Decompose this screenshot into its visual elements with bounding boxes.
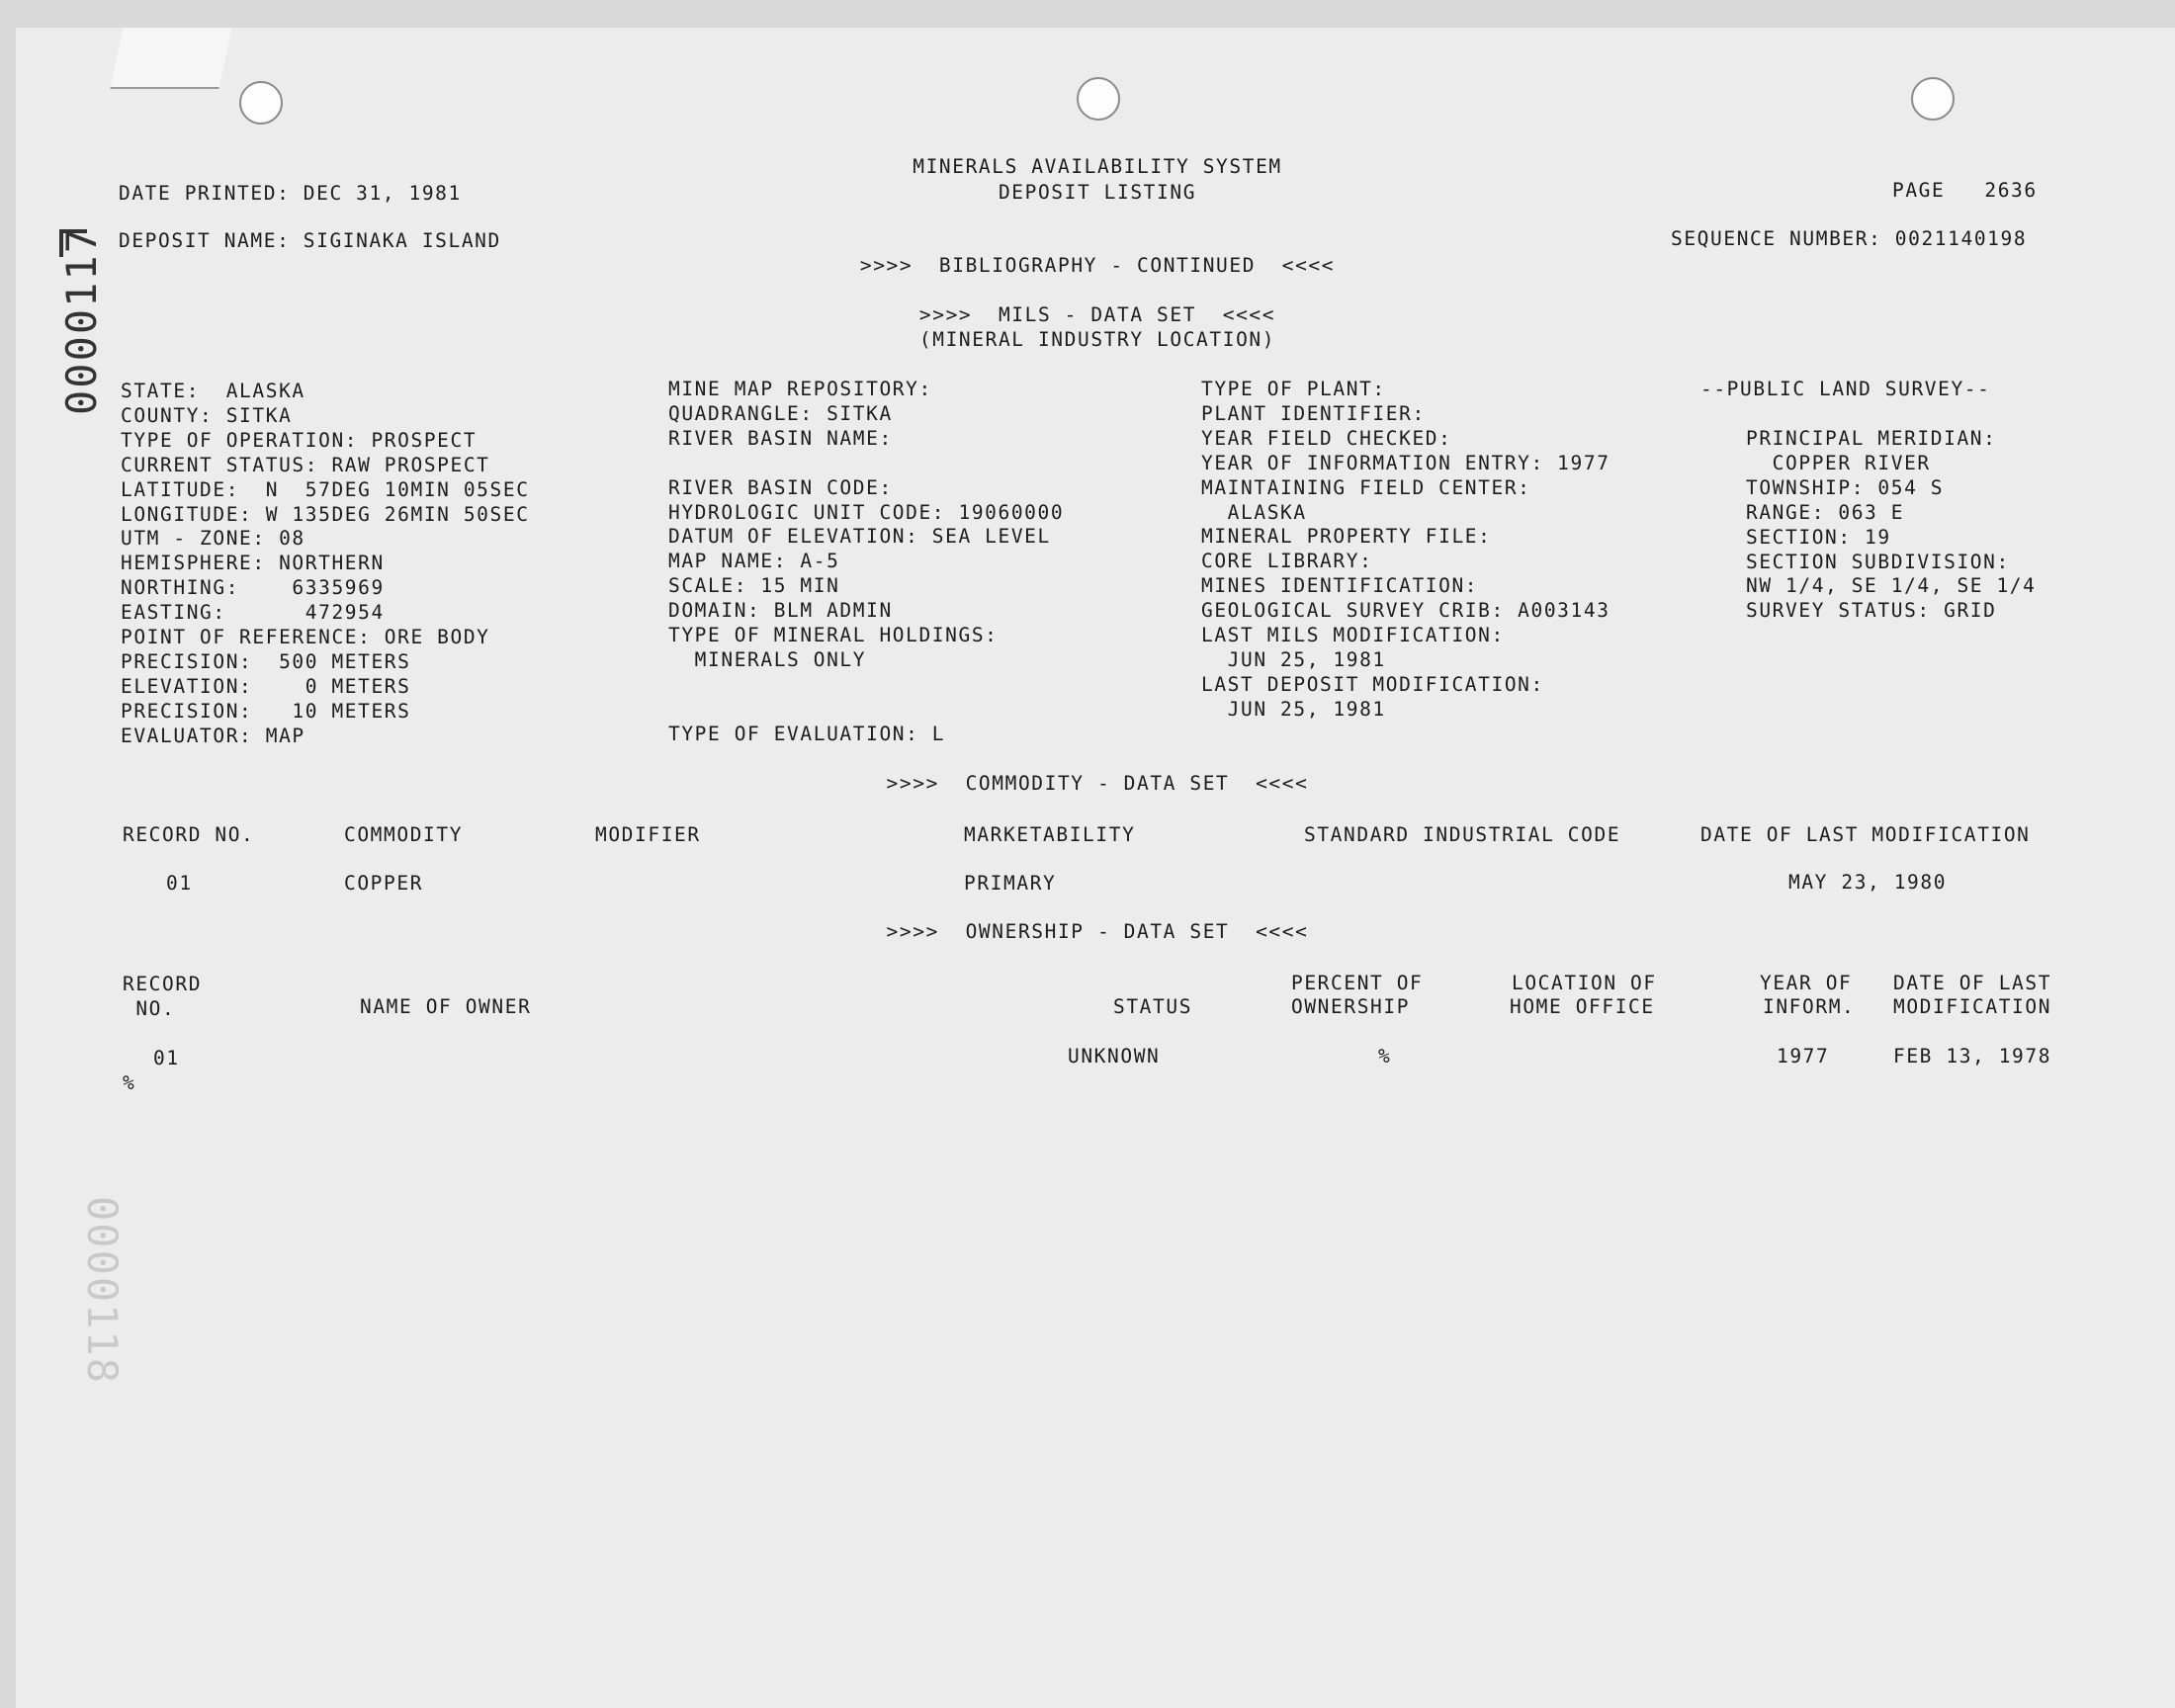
- field-line: NW 1/4, SE 1/4, SE 1/4: [1746, 574, 2037, 598]
- listing-title: DEPOSIT LISTING: [998, 181, 1197, 204]
- field-line: CORE LIBRARY:: [1201, 550, 1373, 573]
- system-title: MINERALS AVAILABILITY SYSTEM: [913, 155, 1282, 178]
- ownership-header-date-2: MODIFICATION: [1893, 995, 2052, 1018]
- public-land-survey-heading: --PUBLIC LAND SURVEY--: [1700, 378, 1991, 400]
- punch-hole-center: [1077, 77, 1120, 121]
- field-line: QUADRANGLE: SITKA: [668, 401, 893, 425]
- end-of-record-marker: %: [123, 1071, 136, 1094]
- ownership-header-status: STATUS: [1113, 995, 1193, 1018]
- commodity-header-date: DATE OF LAST MODIFICATION: [1700, 823, 2031, 846]
- field-line: LAST DEPOSIT MODIFICATION:: [1201, 672, 1544, 696]
- field-line: PRINCIPAL MERIDIAN:: [1746, 427, 1997, 450]
- commodity-row-record: 01: [166, 872, 193, 895]
- ownership-section-title: >>>> OWNERSHIP - DATA SET <<<<: [886, 920, 1309, 943]
- field-line: PRECISION: 10 METERS: [121, 699, 411, 723]
- field-line: LONGITUDE: W 135DEG 26MIN 50SEC: [121, 502, 530, 526]
- torn-corner: [110, 28, 231, 89]
- field-line: LAST MILS MODIFICATION:: [1201, 624, 1505, 646]
- ownership-row-status: UNKNOWN: [1068, 1045, 1161, 1068]
- ownership-header-record-2: NO.: [123, 997, 176, 1020]
- field-line: PLANT IDENTIFIER:: [1201, 401, 1426, 425]
- field-line: MINES IDENTIFICATION:: [1201, 574, 1479, 598]
- ownership-row-record: 01: [153, 1047, 180, 1069]
- field-line: HEMISPHERE: NORTHERN: [121, 552, 385, 575]
- field-line: SECTION SUBDIVISION:: [1746, 550, 2010, 573]
- ownership-row-percent: %: [1378, 1045, 1392, 1068]
- field-line: TYPE OF OPERATION: PROSPECT: [121, 428, 478, 452]
- field-line: RANGE: 063 E: [1746, 500, 1905, 524]
- deposit-name: DEPOSIT NAME: SIGINAKA ISLAND: [119, 229, 501, 252]
- field-line: SECTION: 19: [1746, 525, 1891, 549]
- field-line: MAINTAINING FIELD CENTER:: [1201, 475, 1531, 499]
- field-line: TYPE OF EVALUATION: L: [668, 722, 946, 745]
- ownership-row-year: 1977: [1777, 1045, 1830, 1068]
- field-line: TYPE OF MINERAL HOLDINGS:: [668, 624, 999, 646]
- commodity-section-title: >>>> COMMODITY - DATA SET <<<<: [886, 772, 1309, 795]
- field-line: STATE: ALASKA: [121, 380, 305, 402]
- field-line: LATITUDE: N 57DEG 10MIN 05SEC: [121, 477, 530, 501]
- ownership-header-record-1: RECORD: [123, 973, 203, 995]
- sequence-number: SEQUENCE NUMBER: 0021140198: [1671, 227, 2028, 250]
- faint-frame-number: 0000118: [78, 1196, 127, 1386]
- field-line: DOMAIN: BLM ADMIN: [668, 599, 893, 623]
- ownership-header-date-1: DATE OF LAST: [1893, 972, 2052, 994]
- field-line: YEAR OF INFORMATION ENTRY: 1977: [1201, 451, 1610, 474]
- field-line: CURRENT STATUS: RAW PROSPECT: [121, 453, 490, 476]
- field-line: JUN 25, 1981: [1201, 697, 1386, 721]
- frame-number-stamp: 0000117: [57, 225, 106, 415]
- field-line: UTM - ZONE: 08: [121, 527, 305, 551]
- field-line: PRECISION: 500 METERS: [121, 649, 411, 673]
- field-line: TYPE OF PLANT:: [1201, 378, 1386, 400]
- field-line: SCALE: 15 MIN: [668, 574, 840, 598]
- punch-hole-left: [239, 81, 283, 125]
- field-line: HYDROLOGIC UNIT CODE: 19060000: [668, 500, 1065, 524]
- field-line: MINE MAP REPOSITORY:: [668, 378, 932, 400]
- commodity-header-commodity: COMMODITY: [344, 823, 464, 846]
- ownership-header-year-1: YEAR OF: [1760, 972, 1853, 994]
- field-line: TOWNSHIP: 054 S: [1746, 475, 1945, 499]
- field-line: SURVEY STATUS: GRID: [1746, 599, 1997, 623]
- bibliography-banner: >>>> BIBLIOGRAPHY - CONTINUED <<<<: [859, 254, 1336, 277]
- punch-hole-right: [1911, 77, 1955, 121]
- field-line: DATUM OF ELEVATION: SEA LEVEL: [668, 525, 1051, 549]
- field-line: MAP NAME: A-5: [668, 550, 840, 573]
- field-line: NORTHING: 6335969: [121, 576, 385, 600]
- commodity-row-date: MAY 23, 1980: [1788, 871, 1948, 894]
- field-line: YEAR FIELD CHECKED:: [1201, 426, 1452, 450]
- field-line: RIVER BASIN NAME:: [668, 426, 893, 450]
- commodity-header-record: RECORD NO.: [123, 823, 255, 846]
- ownership-header-owner: NAME OF OWNER: [360, 995, 532, 1018]
- field-line: ELEVATION: 0 METERS: [121, 674, 411, 698]
- field-line: GEOLOGICAL SURVEY CRIB: A003143: [1201, 599, 1610, 623]
- field-line: EASTING: 472954: [121, 601, 385, 625]
- mils-section-title: >>>> MILS - DATA SET <<<<: [918, 303, 1276, 326]
- ownership-header-year-2: INFORM.: [1763, 995, 1856, 1018]
- printout-sheet: [16, 28, 2175, 1708]
- mils-section-subtitle: (MINERAL INDUSTRY LOCATION): [918, 328, 1276, 351]
- page-number: PAGE 2636: [1892, 179, 2038, 202]
- field-line: ALASKA: [1201, 500, 1307, 524]
- ownership-header-location-2: HOME OFFICE: [1510, 995, 1655, 1018]
- commodity-row-commodity: COPPER: [344, 872, 424, 895]
- field-line: MINERALS ONLY: [668, 647, 867, 671]
- ownership-header-percent-1: PERCENT OF: [1291, 972, 1424, 994]
- commodity-row-marketability: PRIMARY: [964, 872, 1057, 895]
- date-printed: DATE PRINTED: DEC 31, 1981: [119, 182, 462, 205]
- ownership-row-date: FEB 13, 1978: [1893, 1045, 2052, 1068]
- commodity-header-modifier: MODIFIER: [595, 823, 701, 846]
- field-line: COPPER RIVER: [1746, 451, 1931, 474]
- ownership-header-location-1: LOCATION OF: [1512, 972, 1657, 994]
- ownership-header-percent-2: OWNERSHIP: [1291, 995, 1411, 1018]
- commodity-header-marketability: MARKETABILITY: [964, 823, 1136, 846]
- field-line: EVALUATOR: MAP: [121, 724, 305, 747]
- field-line: JUN 25, 1981: [1201, 647, 1386, 671]
- commodity-header-sic: STANDARD INDUSTRIAL CODE: [1304, 823, 1621, 846]
- field-line: RIVER BASIN CODE:: [668, 475, 893, 499]
- field-line: POINT OF REFERENCE: ORE BODY: [121, 626, 490, 648]
- field-line: COUNTY: SITKA: [121, 403, 293, 427]
- field-line: MINERAL PROPERTY FILE:: [1201, 525, 1492, 549]
